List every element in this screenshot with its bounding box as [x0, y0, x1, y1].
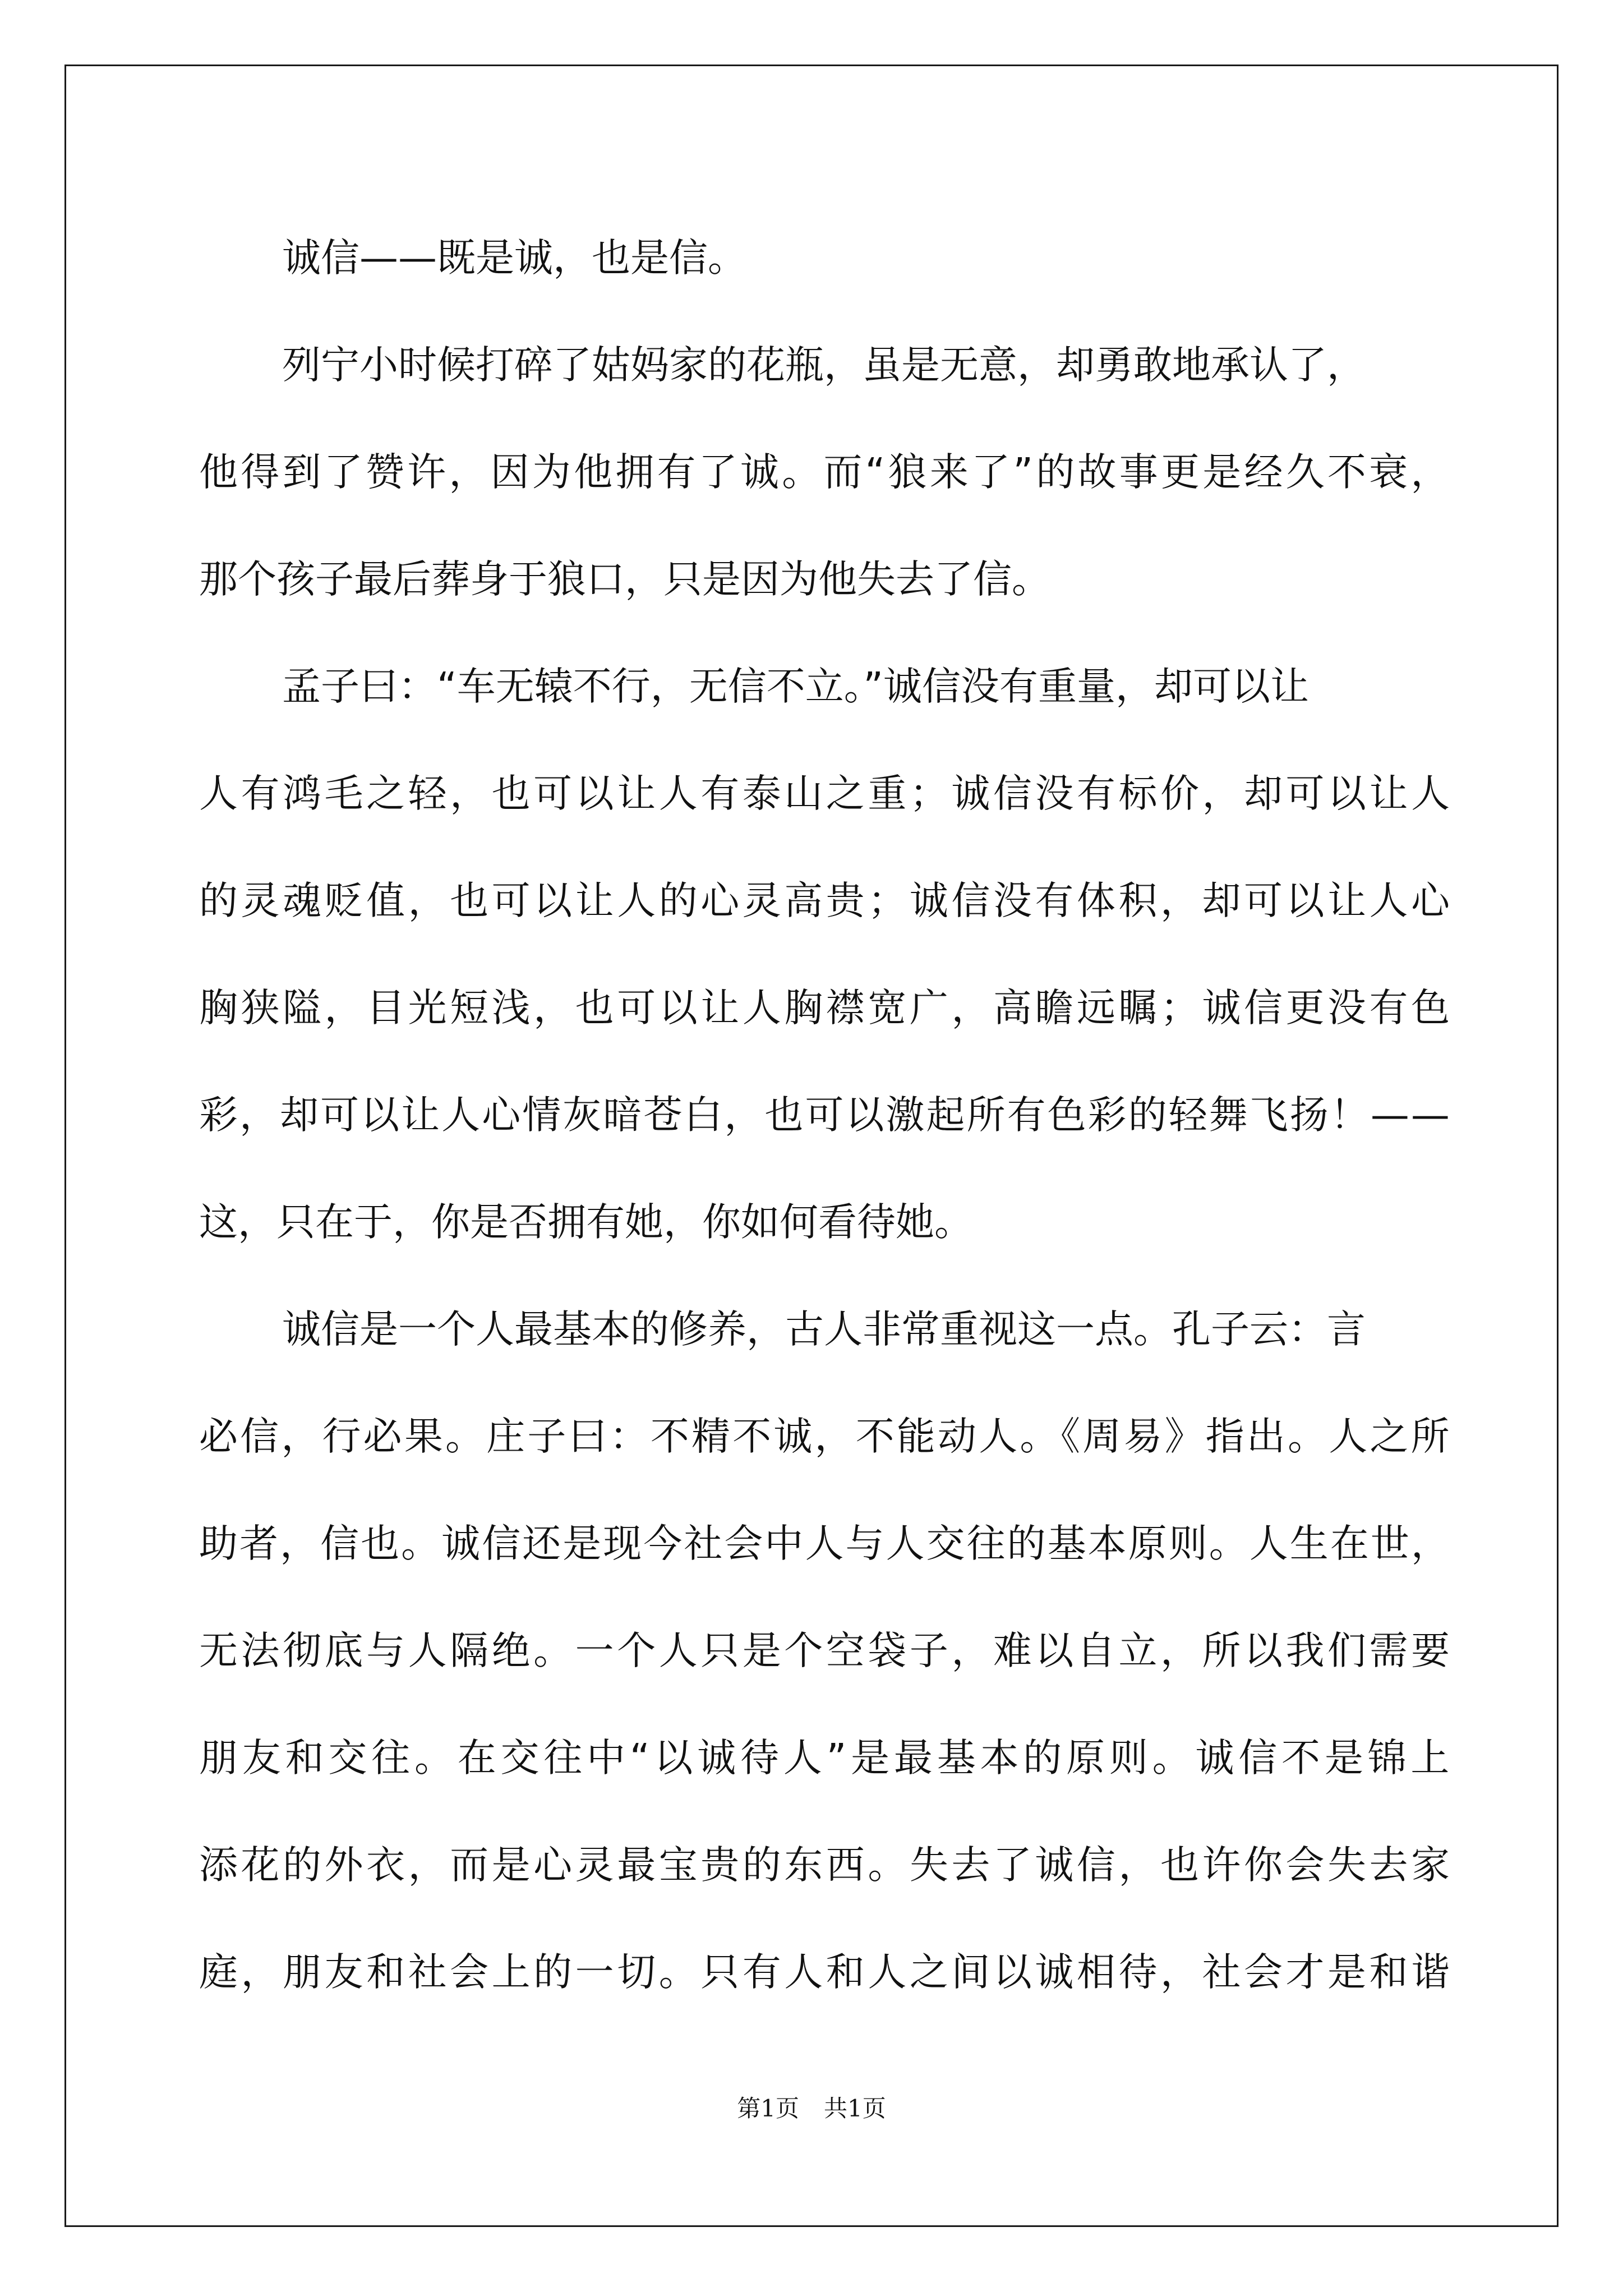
text-line: 庭，朋友和社会上的一切。只有人和人之间以诚相待，社会才是和谐: [199, 1950, 1453, 1995]
text-line: 诚信是一个人最基本的修养，古人非常重视这一点。孔子云：言: [282, 1307, 1366, 1352]
page-number: 第1页: [737, 2095, 799, 2122]
page-footer: [0, 2090, 1623, 2124]
text-line: 那个孩子最后葬身于狼口，只是因为他失去了信。: [199, 557, 1050, 602]
text-line: 这，只在于，你是否拥有她，你如何看待她。: [199, 1200, 973, 1245]
text-line: 无法彻底与人隔绝。一个人只是个空袋子，难以自立，所以我们需要: [199, 1628, 1453, 1673]
text-line: 彩，却可以让人心情灰暗苍白，也可以激起所有色彩的轻舞飞扬！——: [199, 1093, 1451, 1138]
text-line: 胸狭隘，目光短浅，也可以让人胸襟宽广，高瞻远瞩；诚信更没有色: [199, 986, 1453, 1030]
text-line: 他得到了赞许，因为他拥有了诚。而“狼来了”的故事更是经久不衰，: [199, 450, 1453, 495]
text-line: 朋友和交往。在交往中“以诚待人”是最基本的原则。诚信不是锦上: [199, 1736, 1454, 1780]
text-line: 助者，信也。诚信还是现今社会中人与人交往的基本原则。人生在世，: [199, 1521, 1451, 1566]
text-line: 必信，行必果。庄子曰：不精不诚，不能动人。《周易》指出。人之所: [199, 1414, 1452, 1459]
text-line: 列宁小时候打碎了姑妈家的花瓶，虽是无意，却勇敢地承认了，: [282, 343, 1366, 388]
text-line: 添花的外衣，而是心灵最宝贵的东西。失去了诚信，也许你会失去家: [199, 1843, 1453, 1888]
page-total: 共1页: [824, 2095, 886, 2122]
text-line: 诚信——既是诚，也是信。: [282, 236, 746, 280]
text-line: 人有鸿毛之轻，也可以让人有泰山之重；诚信没有标价，却可以让人: [199, 771, 1453, 816]
text-line: 的灵魂贬值，也可以让人的心灵高贵；诚信没有体积，却可以让人心: [199, 878, 1453, 923]
text-line: 孟子曰：“车无辕不行，无信不立。”诚信没有重量，却可以让: [282, 664, 1309, 709]
